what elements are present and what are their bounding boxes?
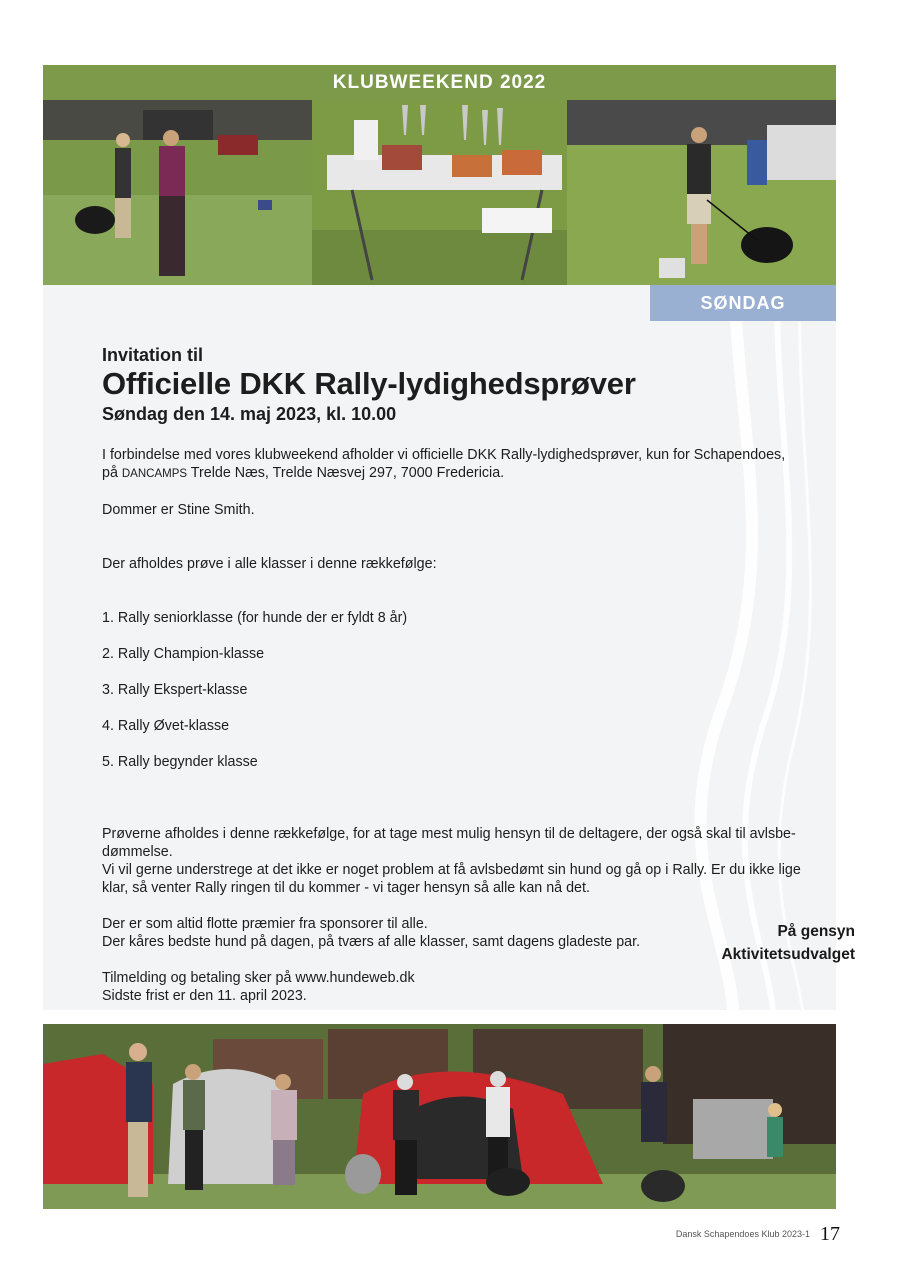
article-content — [102, 344, 802, 1095]
page-footer — [670, 1222, 840, 1246]
sign-committee: Aktivitetsudvalget — [721, 946, 855, 963]
photo-trophy-table — [312, 100, 567, 285]
intro-text-1: I forbindelse med vores klubweekend afholder vi officielle DKK Rally-lydighedsprøver, kun for Schapendoes, på — [102, 447, 786, 481]
photo-handler-with-dog — [43, 100, 312, 285]
intro-text-2: Trelde Næs, Trelde Næsvej 297, 7000 Fredericia. — [187, 465, 505, 481]
judge-paragraph: Dommer er Stine Smith. — [102, 502, 255, 518]
list-item: 3. Rally Ekspert-klasse — [102, 682, 248, 698]
venue-brand: DANCAMPS — [121, 468, 188, 480]
intro-paragraph — [102, 446, 802, 483]
section-title: KLUBWEEKEND 2022 — [332, 71, 547, 93]
classes-intro: Der afholdes prøve i alle klasser i denne rækkefølge: — [102, 556, 437, 572]
day-tab — [650, 285, 836, 321]
photo-handler-walking-dog — [567, 100, 836, 285]
classes-list — [102, 591, 802, 789]
article-dateline: Søndag den 14. maj 2023, kl. 10.00 — [102, 404, 397, 424]
magazine-name: Dansk Schapendoes Klub 2023-1 — [675, 1229, 810, 1239]
day-tab-label: SØNDAG — [700, 292, 786, 313]
article-kicker: Invitation til — [102, 345, 203, 365]
list-item: 1. Rally seniorklasse (for hunde der er fyldt 8 år) — [102, 610, 408, 626]
list-item: 2. Rally Champion-klasse — [102, 646, 265, 662]
classes-section — [102, 537, 802, 807]
registration-paragraph: Tilmelding og betaling sker på www.hundeweb.dk Sidste frist er den 11. april 2023. — [102, 970, 415, 1004]
section-header — [43, 65, 836, 100]
article-title: Officielle DKK Rally-lydighedsprøver — [102, 366, 636, 401]
top-photo-strip — [43, 100, 836, 285]
list-item: 4. Rally Øvet-klasse — [102, 718, 230, 734]
photo-event-tents — [43, 1024, 836, 1209]
list-item: 5. Rally begynder klasse — [102, 754, 258, 770]
page-number: 17 — [820, 1222, 840, 1245]
sign-greeting: På gensyn — [777, 923, 855, 940]
prizes-paragraph: Der er som altid flotte præmier fra sponsorer til alle. Der kåres bedste hund på dagen, på tværs af alle klasser, samt dagens gladeste par. — [102, 916, 641, 950]
order-note-paragraph: Prøverne afholdes i denne rækkefølge, for at tage mest mulig hensyn til de deltagere, der også skal til avlsbe- dømmelse. Vi vil gerne understrege at det ikke er noget problem at få avlsbedømt sin hund og gå op i Rally. Er du ikke lige klar, så venter Rally ringen til du kommer - vi tager hensyn så alle kan nå det. — [102, 826, 801, 896]
signature-block — [721, 920, 855, 966]
